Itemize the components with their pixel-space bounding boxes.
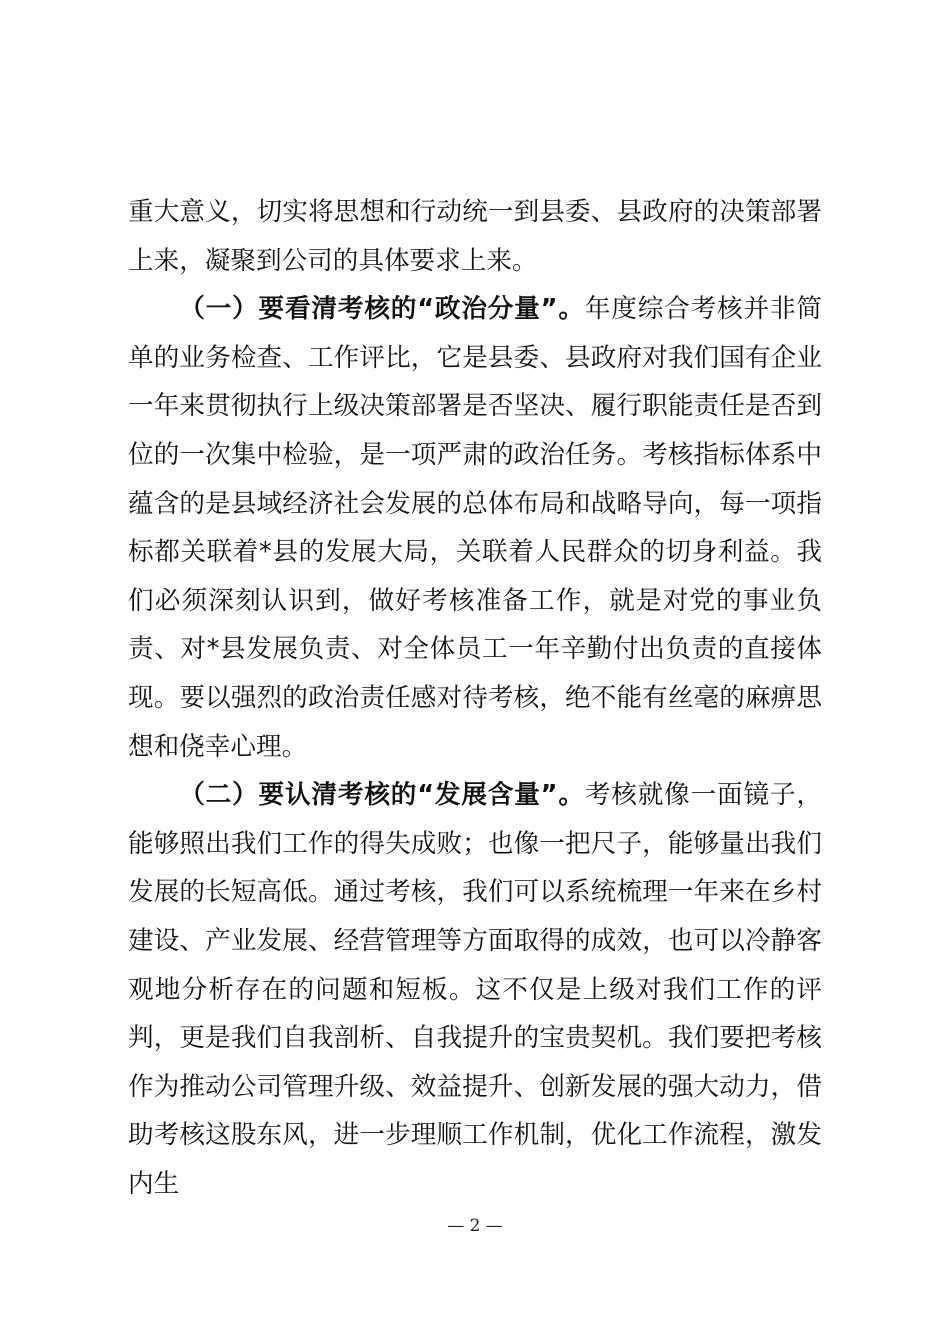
continuation-paragraph [128,188,822,285]
section-paragraph-2 [128,771,822,1208]
document-body [128,188,822,1208]
section-heading-1: （一）要看清考核的“政治分量”。 [179,294,585,325]
paragraph-text: 重大意义，切实将思想和行动统一到县委、县政府的决策部署上来，凝聚到公司的具体要求上来。 [128,197,822,276]
page-number: — 2 — [447,1216,503,1236]
section-heading-2: （二）要认清考核的“发展含量”。 [179,780,585,811]
section-paragraph-1 [128,285,822,771]
paragraph-text: 考核就像一面镜子，能够照出我们工作的得失成败；也像一把尺子，能够量出我们发展的长短高低。通过考核，我们可以系统梳理一年来在乡村建设、产业发展、经营管理等方面取得的成效，也可以冷静客观地分析存在的问题和短板。这不仅是上级对我们工作的评判，更是我们自我剖析、自我提升的宝贵契机。我们要把考核作为推动公司管理升级、效益提升、创新发展的强大动力，借助考核这股东风，进一步理顺工作机制，优化工作流程，激发内生 [128,780,822,1199]
paragraph-text: 年度综合考核并非简单的业务检查、工作评比，它是县委、县政府对我们国有企业一年来贯彻执行上级决策部署是否坚决、履行职能责任是否到位的一次集中检验，是一项严肃的政治任务。考核指标体系中蕴含的是县域经济社会发展的总体布局和战略导向，每一项指标都关联着*县的发展大局，关联着人民群众的切身利益。我们必须深刻认识到，做好考核准备工作，就是对党的事业负责、对*县发展负责、对全体员工一年辛勤付出负责的直接体现。要以强烈的政治责任感对待考核，绝不能有丝毫的麻痹思想和侥幸心理。 [128,294,822,762]
